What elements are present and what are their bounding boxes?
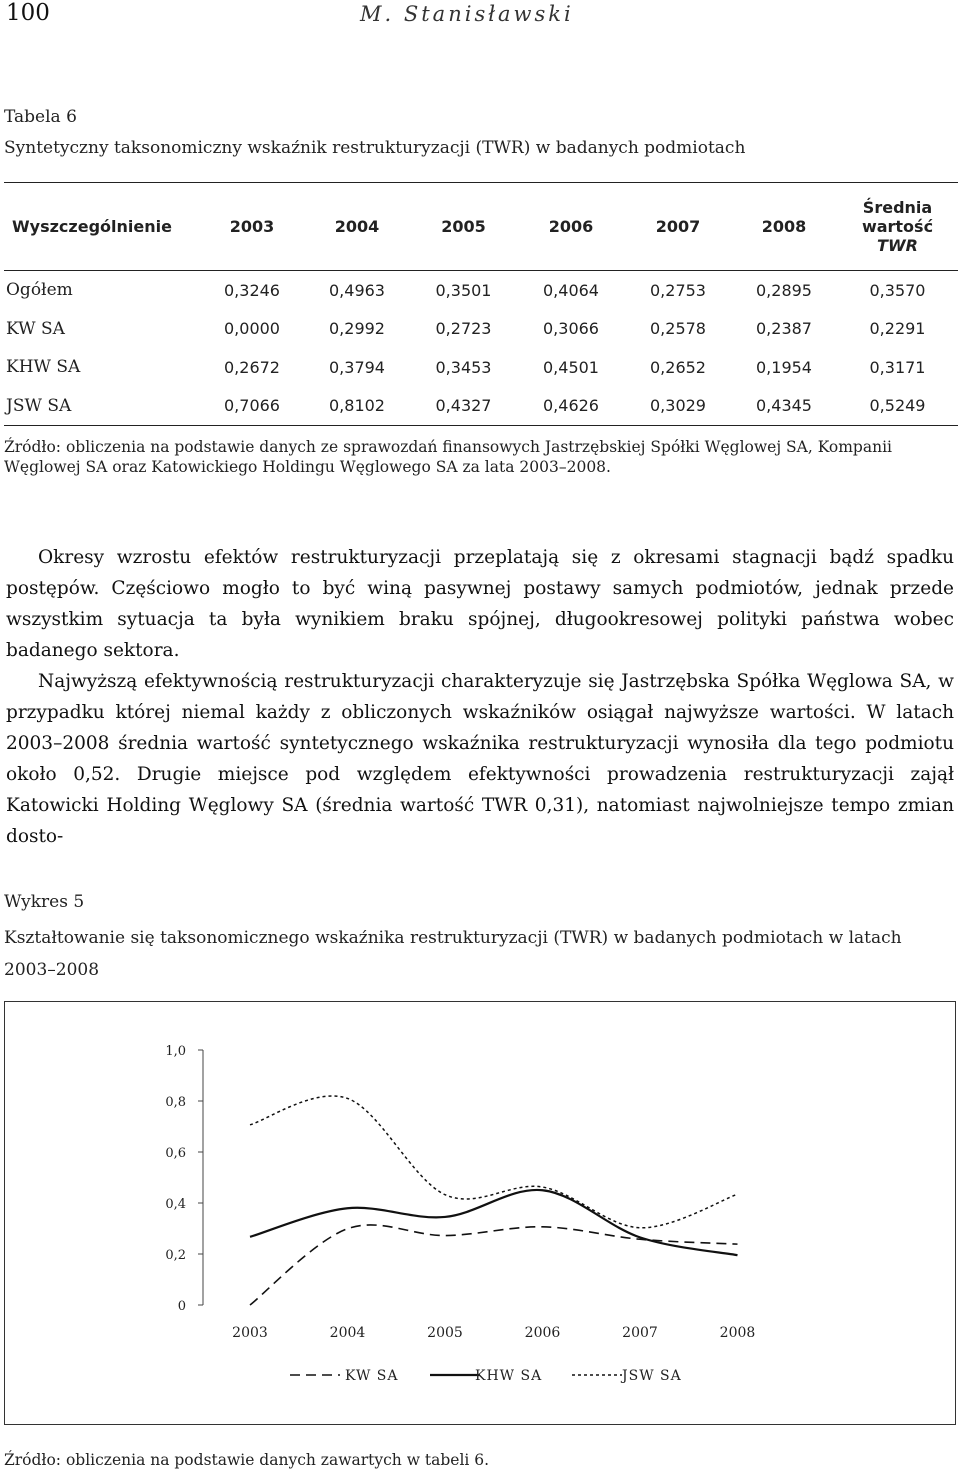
column-header: 2005 [410, 183, 517, 271]
table-header-row [4, 183, 958, 271]
x-tick-label: 2003 [232, 1325, 268, 1341]
table-cell: 0,4064 [543, 280, 599, 300]
x-tick-label: 2006 [524, 1325, 561, 1341]
table-cell: 0,4327 [410, 387, 517, 426]
column-header: 2006 [517, 183, 625, 271]
table-row [4, 271, 958, 310]
running-author: M. Stanisławski [360, 2, 574, 26]
line-chart [5, 1002, 954, 1423]
row-label: JSW SA [4, 387, 200, 426]
table-cell: 0,3066 [543, 319, 599, 339]
x-tick-label: 2007 [622, 1325, 658, 1341]
table-cell: 0,3453 [435, 357, 492, 377]
header-line: wartość [861, 217, 934, 236]
table-cell: 0,2992 [329, 319, 385, 339]
paragraph: Najwyższą efektywnością restrukturyzacji charakteryzuje się Jastrzębska Spółka Węglowa SA, w przypadku której niemal każdy z obliczonych wskaźników osiągał najwyższe wartości. W latach 2003–2008 średnia wartość syntetycznego wskaźnika restrukturyzacji wynosiła dla tego podmiotu około 0,52. Drugie miejsce pod względem efektywności prowadzenia restrukturyzacji zajął Katowicki Holding Węglowy SA (średnia wartość TWR 0,31), natomiast najwolniejsze tempo zmian dosto- [6, 671, 954, 847]
y-tick-label: 0,6 [165, 1146, 186, 1161]
table-cell: 0,4963 [329, 280, 385, 300]
table-row [4, 348, 958, 387]
figure-source: Źródło: obliczenia na podstawie danych zawartych w tabeli 6. [4, 1451, 490, 1469]
table-cell: 0,3171 [869, 357, 926, 377]
row-label: KHW SA [6, 357, 81, 378]
column-header: 2008 [731, 183, 837, 271]
table-cell: 0,2578 [650, 319, 706, 339]
table-cell: 0,2291 [869, 319, 926, 339]
y-tick-label: 0,8 [165, 1095, 186, 1110]
table-cell: 0,5249 [837, 387, 958, 426]
table-cell: 0,4626 [517, 387, 625, 426]
paragraph: Okresy wzrostu efektów restrukturyzacji przeplatają się z okresami stagnacji bądź spadku postępów. Częściowo mogło to być winą pasywnej postawy samych podmiotów, jednak przede wszystkim sytuacja ta była wynikiem braku spójnej, długookresowej polityki państwa wobec badanego sektora. [6, 547, 954, 661]
table-row [4, 387, 958, 426]
x-tick-label: 2004 [329, 1325, 366, 1341]
table-cell: 0,4501 [543, 357, 599, 377]
twr-table [4, 182, 958, 426]
table-cell: 0,3570 [869, 280, 926, 300]
table-cell: 0,2387 [756, 319, 812, 339]
table-cell: 0,3029 [625, 387, 731, 426]
column-header: 2007 [625, 183, 731, 271]
column-header: 2004 [304, 183, 410, 271]
header-line: Średnia [862, 198, 933, 217]
legend-label: KHW SA [475, 1368, 543, 1384]
x-tick-label: 2005 [427, 1325, 463, 1341]
body-text [6, 542, 954, 852]
table-cell: 0,2753 [650, 280, 706, 300]
table-title: Syntetyczny taksonomiczny wskaźnik restrukturyzacji (TWR) w badanych podmiotach [4, 138, 746, 158]
table-label: Tabela 6 [4, 107, 77, 127]
table-cell: 0,8102 [304, 387, 410, 426]
y-tick-label: 1,0 [165, 1044, 186, 1059]
table-source: Źródło: obliczenia na podstawie danych ze sprawozdań finansowych Jastrzębskiej Spółki Węglowej SA, Kompanii Węglowej SA oraz Katowickiego Holdingu Węglowego SA za lata 2003–2008. [4, 438, 892, 476]
column-header: Wyszczególnienie [4, 183, 200, 271]
table-body [4, 271, 958, 426]
figure-label: Wykres 5 [4, 892, 85, 912]
table-cell: 0,2652 [650, 357, 706, 377]
chart-frame [4, 1001, 956, 1425]
y-tick-label: 0 [177, 1299, 186, 1314]
legend-label: KW SA [345, 1368, 399, 1384]
series-line-jsw-sa [250, 1096, 738, 1228]
y-tick-label: 0,4 [165, 1197, 186, 1212]
series-line-kw-sa [250, 1225, 738, 1305]
table-cell: 0,4345 [731, 387, 837, 426]
table-cell: 0,2672 [224, 357, 280, 377]
figure-title: Kształtowanie się taksonomicznego wskaźnika restrukturyzacji (TWR) w badanych podmiotach w latach 2003–2008 [4, 928, 902, 980]
row-label: KW SA [6, 318, 65, 339]
y-tick-label: 0,2 [165, 1248, 186, 1263]
legend-label: JSW SA [622, 1368, 682, 1384]
table-cell: 0,3794 [329, 357, 385, 377]
series-line-khw-sa [250, 1190, 738, 1255]
header-line: TWR [877, 236, 918, 255]
table-cell: 0,7066 [200, 387, 304, 426]
column-header: 2003 [200, 183, 304, 271]
table-row [4, 310, 958, 349]
table-cell: 0,3501 [435, 280, 492, 300]
page-number: 100 [6, 0, 50, 26]
table-cell: 0,2723 [435, 319, 492, 339]
table-cell: 0,2895 [756, 280, 812, 300]
row-label: Ogółem [6, 280, 73, 301]
table-cell: 0,1954 [756, 357, 812, 377]
column-header-average [837, 183, 958, 271]
x-tick-label: 2008 [719, 1325, 756, 1341]
table-cell: 0,3246 [224, 280, 280, 300]
table-cell: 0,0000 [224, 319, 280, 339]
